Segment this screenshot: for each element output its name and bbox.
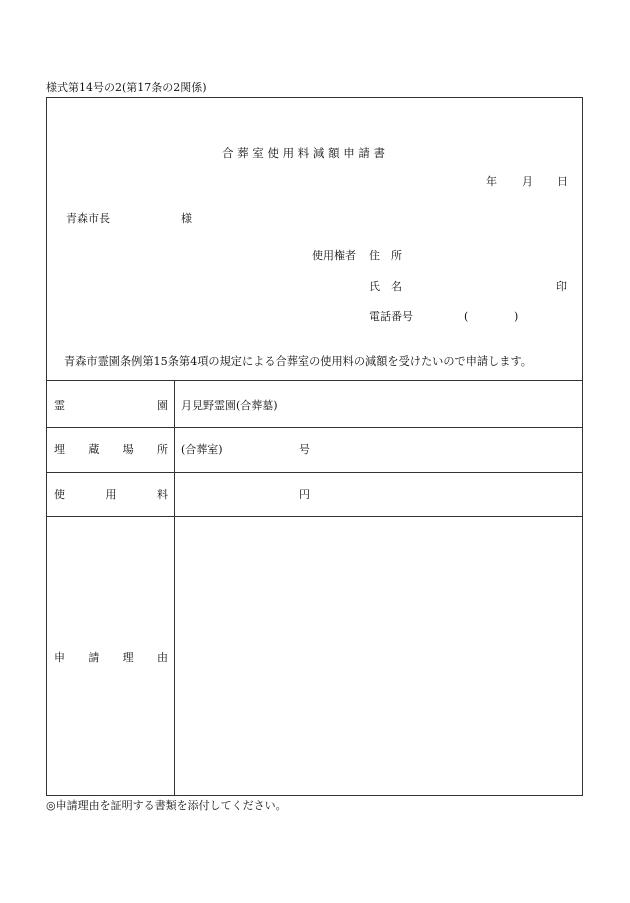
burial-place-label-char: 所	[156, 443, 168, 456]
reason-label-char: 申	[54, 651, 65, 664]
usage-fee-suffix: 円	[299, 488, 310, 501]
table-top-border	[46, 380, 583, 381]
applicant-heading: 使用権者	[312, 249, 356, 262]
row-divider	[46, 516, 583, 517]
seal-label: 印	[556, 280, 567, 293]
cemetery-label	[54, 400, 168, 411]
row-divider	[46, 472, 583, 473]
burial-place-prefix: (合葬室)	[181, 443, 223, 456]
date-month: 月	[522, 175, 533, 188]
addressee-name: 青森市長	[66, 212, 110, 225]
cemetery-label-char: 園	[157, 399, 168, 412]
date-year: 年	[486, 175, 497, 188]
burial-place-label-char: 蔵	[88, 443, 100, 456]
burial-place-label-char: 場	[122, 443, 134, 456]
phone-paren-close: )	[514, 310, 519, 323]
reason-label-char: 理	[122, 651, 134, 664]
footnote: ◎申請理由を証明する書類を添付してください。	[46, 799, 287, 812]
usage-fee-label-char: 使	[54, 488, 65, 501]
usage-fee-label	[54, 489, 168, 500]
address-label: 住 所	[369, 249, 402, 262]
column-divider	[174, 380, 175, 796]
burial-place-label-char: 埋	[54, 443, 65, 456]
form-reference: 様式第14号の2(第17条の2関係)	[46, 81, 207, 94]
usage-fee-label-char: 料	[157, 488, 168, 501]
phone-paren-open: (	[464, 310, 469, 323]
name-label: 氏 名	[369, 280, 402, 293]
phone-label: 電話番号	[369, 310, 413, 323]
form-title: 合 葬 室 使 用 料 減 額 申 請 書	[222, 146, 386, 160]
row-divider	[46, 427, 583, 428]
application-statement: 青森市霊園条例第15条第4項の規定による合葬室の使用料の減額を受けたいので申請します。	[64, 355, 532, 368]
usage-fee-label-char: 用	[105, 488, 117, 501]
addressee-honorific: 様	[181, 212, 192, 225]
cemetery-value: 月見野霊園(合葬墓)	[181, 399, 278, 412]
reason-label-char: 請	[88, 651, 100, 664]
cemetery-label-char: 霊	[54, 399, 65, 412]
burial-place-label	[54, 444, 168, 455]
reason-label-char: 由	[156, 651, 168, 664]
date-day: 日	[557, 175, 568, 188]
burial-place-suffix: 号	[299, 443, 310, 456]
reason-label	[54, 652, 168, 663]
